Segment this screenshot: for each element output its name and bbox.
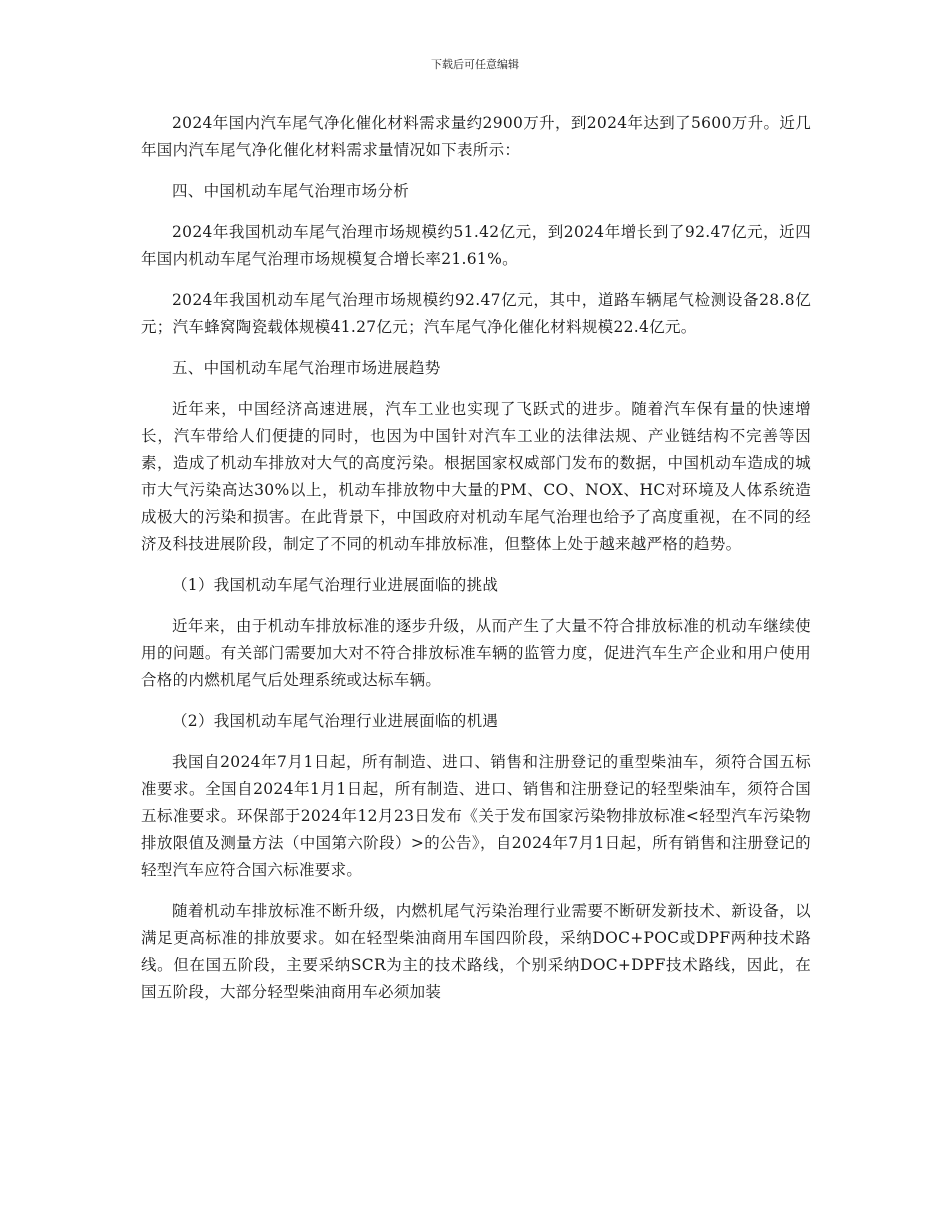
paragraph-market-size-growth: 2024年我国机动车尾气治理市场规模约51.42亿元，到2024年增长到了92.47亿元，近四年国内机动车尾气治理市场规模复合增长率21.61%。: [141, 223, 811, 268]
document-body: [141, 110, 811, 1020]
section-heading-market-trends: 五、中国机动车尾气治理市场进展趋势: [172, 359, 441, 377]
paragraph-technology-routes: 随着机动车排放标准不断升级，内燃机尾气污染治理行业需要不断研发新技术、新设备，以满足更高标准的排放要求。如在轻型柴油商用车国四阶段，采纳DOC+POC或DPF两种技术路线。但在国五阶段，主要采纳SCR为主的技术路线，个别采纳DOC+DPF技术路线，因此，在国五阶段，大部分轻型柴油商用车必须加装: [141, 902, 811, 1001]
subheading-opportunities: （2）我国机动车尾气治理行业进展面临的机遇: [172, 712, 499, 730]
paragraph-industry-background: 近年来，中国经济高速进展，汽车工业也实现了飞跃式的进步。随着汽车保有量的快速增长，汽车带给人们便捷的同时，也因为中国针对汽车工业的法律法规、产业链结构不完善等因素，造成了机动车排放对大气的高度污染。根据国家权威部门发布的数据，中国机动车造成的城市大气污染高达30%以上，机动车排放物中大量的PM、CO、NOX、HC对环境及人体系统造成极大的污染和损害。在此背景下，中国政府对机动车尾气治理也给予了高度重视，在不同的经济及科技进展阶段，制定了不同的机动车排放标准，但整体上处于越来越严格的趋势。: [141, 400, 811, 553]
paragraph-challenges: 近年来，由于机动车排放标准的逐步升级，从而产生了大量不符合排放标准的机动车继续使用的问题。有关部门需要加大对不符合排放标准车辆的监管力度，促进汽车生产企业和用户使用合格的内燃机尾气后处理系统或达标车辆。: [141, 617, 811, 689]
paragraph-market-composition: 2024年我国机动车尾气治理市场规模约92.47亿元，其中，道路车辆尾气检测设备28.8亿元；汽车蜂窝陶瓷载体规模41.27亿元；汽车尾气净化催化材料规模22.4亿元。: [141, 291, 811, 336]
paragraph-emission-standards: 我国自2024年7月1日起，所有制造、进口、销售和注册登记的重型柴油车，须符合国五标准要求。全国自2024年1月1日起，所有制造、进口、销售和注册登记的轻型柴油车，须符合国五标准要求。环保部于2024年12月23日发布《关于发布国家污染物排放标准<轻型汽车污染物排放限值及测量方法（中国第六阶段）>的公告》，自2024年7月1日起，所有销售和注册登记的轻型汽车应符合国六标准要求。: [141, 753, 811, 879]
page-header: 下载后可任意编辑: [431, 58, 519, 71]
section-heading-market-analysis: 四、中国机动车尾气治理市场分析: [172, 182, 410, 200]
paragraph-catalyst-demand: 2024年国内汽车尾气净化催化材料需求量约2900万升，到2024年达到了5600万升。近几年国内汽车尾气净化催化材料需求量情况如下表所示：: [141, 114, 811, 159]
subheading-challenges: （1）我国机动车尾气治理行业进展面临的挑战: [172, 576, 499, 594]
